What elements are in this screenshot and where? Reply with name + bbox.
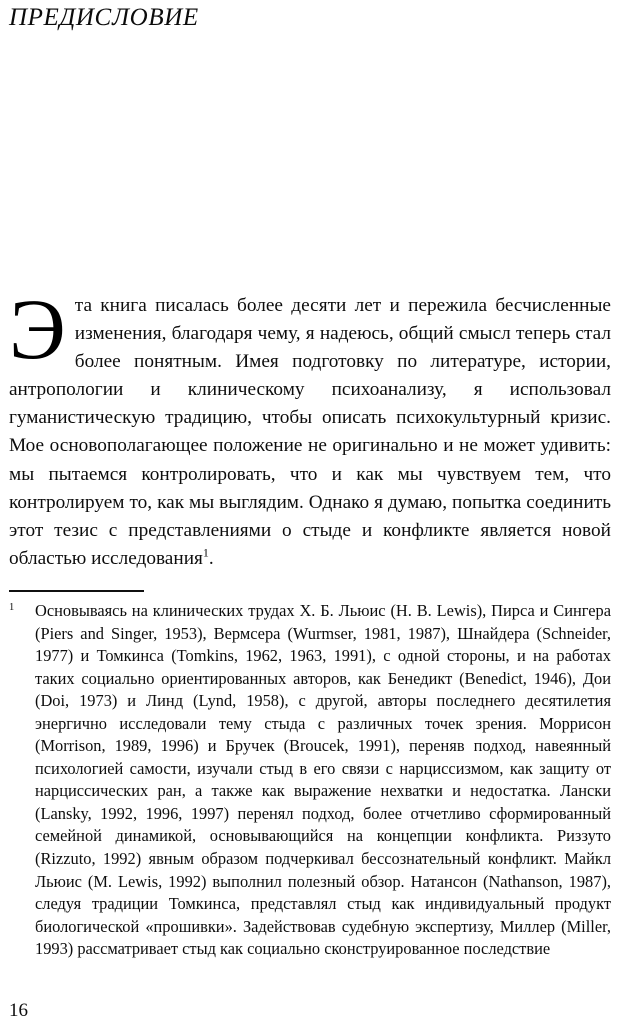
body-paragraph-terminator: . [208, 547, 214, 569]
running-head: ПРЕДИСЛОВИЕ [9, 4, 199, 31]
page-number: 16 [9, 1000, 28, 1021]
footnote-separator-rule [9, 590, 144, 592]
footnote-marker[interactable]: 1 [9, 602, 15, 613]
drop-cap: Э [9, 281, 66, 377]
body-text-block [9, 281, 611, 573]
footnote-reference[interactable]: 1 [202, 545, 209, 560]
body-paragraph-text: та книга писалась более десяти лет и пережила бесчисленные изменения, благодаря чему, я надеюсь, общий смысл теперь стал более понятным. Имея подготовку по литературе, истории, антропологии и клиническому психоанализу, я использовал гуманистическую традицию, чтобы описать психокультурный кризис. Мое основополагающее положение не оригинально и не может удивить: мы пытаемся контролировать, что и как мы чувствуем тем, что контролируем то, как мы выглядим. Однако я думаю, попытка соединить этот тезис с представлениями о стыде и конфликте является новой областью исследования [9, 295, 611, 569]
body-paragraph [9, 281, 611, 573]
footnote-text: Основываясь на клинических трудах Х. Б. Льюис (H. B. Lewis), Пирса и Сингера (Piers and Singer, 1953), Вермсера (Wurmser, 1981, 1987), Шнайдера (Schneider, 1977) и Томкинса (Tomkins, 1962, 1963, 1991), с одной стороны, и на работах таких социально ориентированных авторов, как Бенедикт (Benedict, 1946), Дои (Doi, 1973) и Линд (Lynd, 1958), с другой, авторы последнего десятилетия энергично исследовали тему стыда с различных точек зрения. Моррисон (Morrison, 1989, 1996) и Бручек (Broucek, 1991), переняв подход, навеянный психологией самости, изучали стыд в его связи с нарциссизмом, как защиту от нарциссических ран, а также как выражение нехватки и недостатка. Лански (Lansky, 1992, 1996, 1997) перенял подход, более отчетливо сформированный семейной динамикой, основывающийся на концепции конфликта. Риззуто (Rizzuto, 1992) явным образом подчеркивал бессознательный конфликт. Майкл Льюис (M. Lewis, 1992) выполнил полезный обзор. Натансон (Nathanson, 1987), следуя традиции Томкинса, представлял стыд как индивидуальный продукт биологической «прошивки». Задействовав судебную экспертизу, Миллер (Miller, 1993) рассматривает стыд как социально сконструированное последствие [35, 601, 611, 959]
footnote-block [9, 600, 611, 961]
